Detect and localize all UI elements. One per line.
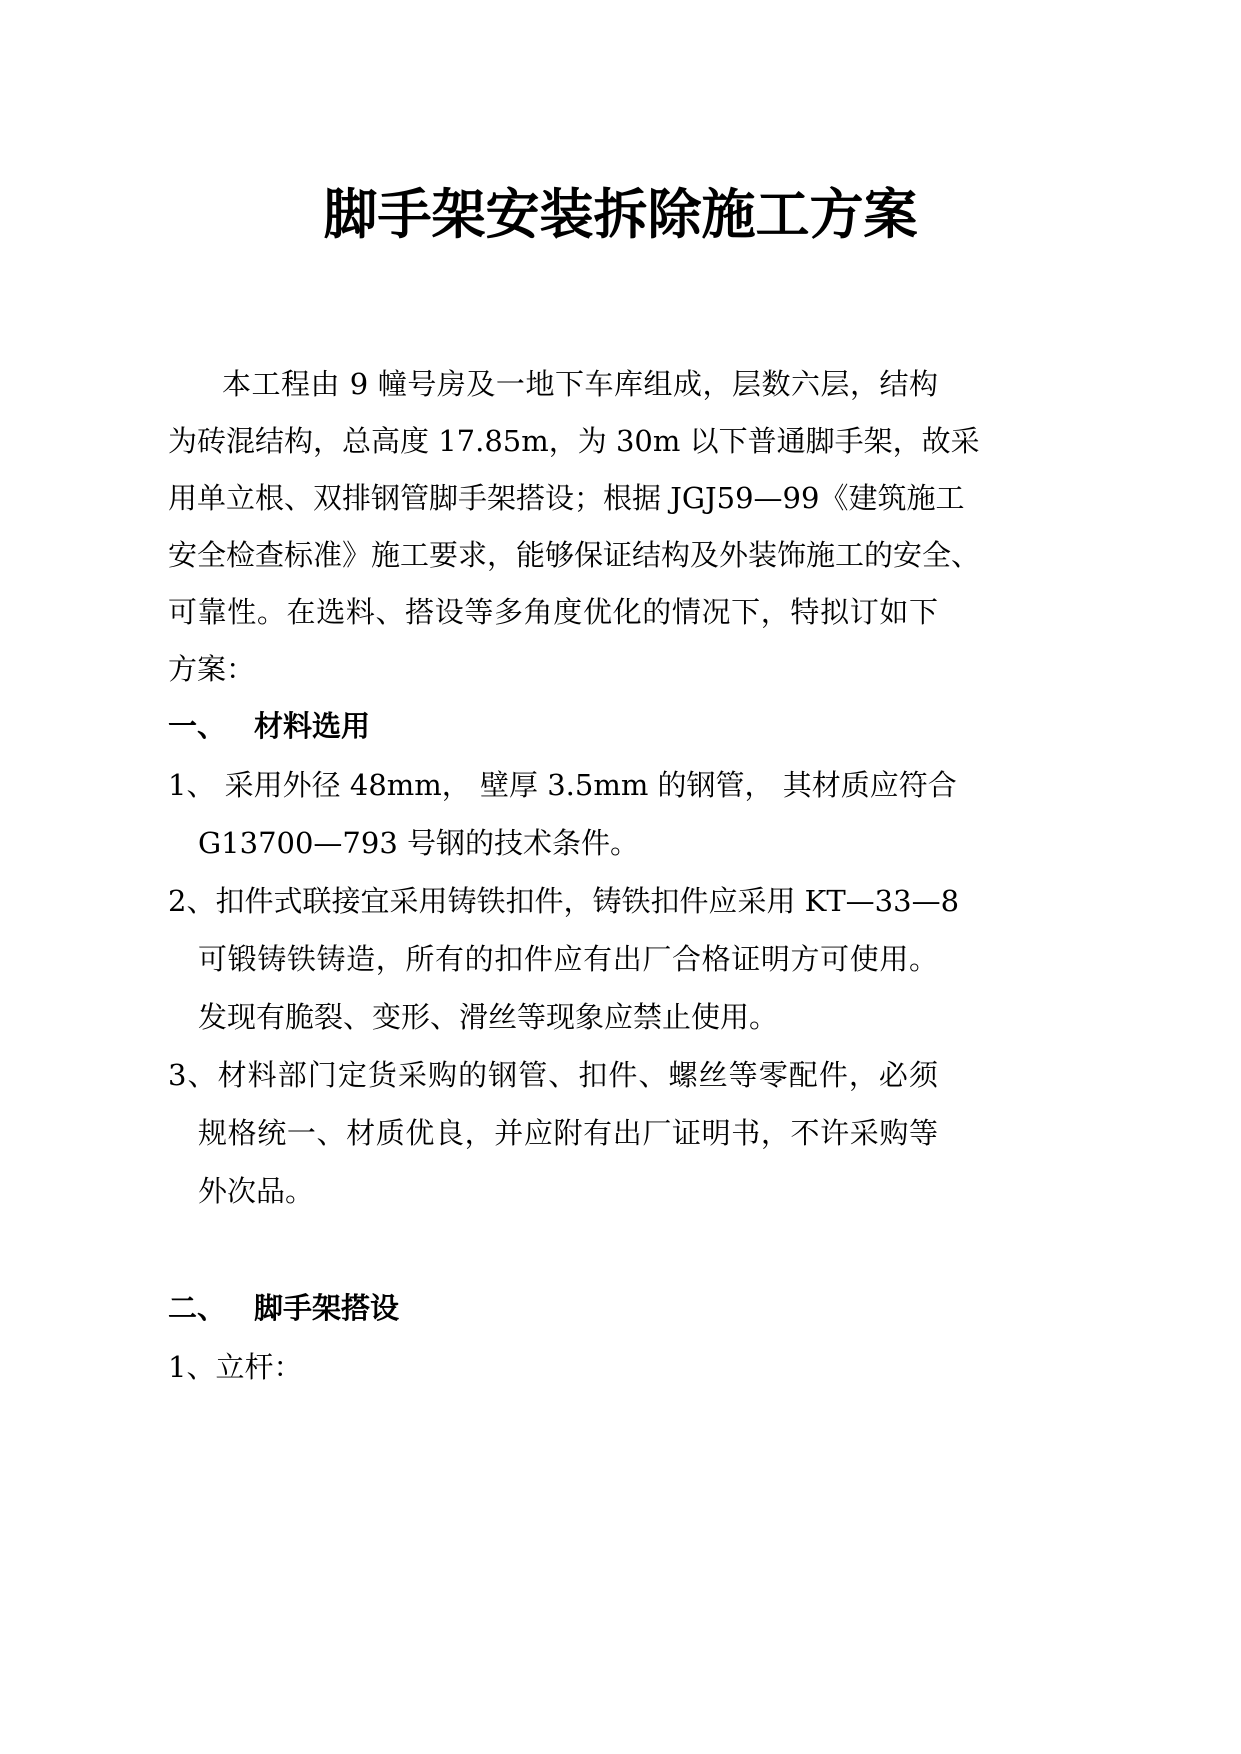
intro-line: 本工程由 9 幢号房及一地下车库组成，层数六层，结构: [222, 367, 938, 401]
list-item-line: 1、立杆：: [168, 1350, 303, 1384]
list-item-line: 2、扣件式联接宜采用铸铁扣件，铸铁扣件应采用 KT—33—8: [168, 884, 960, 918]
intro-line: 可靠性。在选料、搭设等多角度优化的情况下，特拟订如下: [168, 595, 938, 629]
list-item-line: 1、 采用外径 48mm， 壁厚 3.5mm 的钢管， 其材质应符合: [168, 768, 957, 802]
intro-line: 安全检查标准》施工要求，能够保证结构及外装饰施工的安全、: [168, 538, 981, 572]
list-item-line: G13700—793 号钢的技术条件。: [198, 826, 639, 860]
intro-line: 为砖混结构，总高度 17.85m，为 30m 以下普通脚手架，故采: [168, 424, 980, 458]
section-number: 一、: [168, 709, 227, 743]
list-item-line: 规格统一、材质优良，并应附有出厂证明书，不许采购等: [198, 1116, 938, 1150]
section-title: 材料选用: [254, 709, 371, 743]
list-item-line: 发现有脆裂、变形、滑丝等现象应禁止使用。: [198, 1000, 779, 1034]
intro-line: 用单立根、双排钢管脚手架搭设；根据 JGJ59—99《建筑施工: [168, 481, 965, 515]
document-title: 脚手架安装拆除施工方案: [323, 183, 918, 246]
section-number: 二、: [168, 1291, 227, 1325]
list-item-line: 3、材料部门定货采购的钢管、扣件、螺丝等零配件，必须: [168, 1058, 938, 1092]
list-item-line: 外次品。: [198, 1174, 315, 1208]
list-item-line: 可锻铸铁铸造，所有的扣件应有出厂合格证明方可使用。: [198, 942, 938, 976]
intro-line: 方案：: [168, 652, 256, 686]
section-title: 脚手架搭设: [254, 1291, 400, 1325]
section-heading: [168, 706, 370, 746]
section-heading: [168, 1288, 399, 1328]
